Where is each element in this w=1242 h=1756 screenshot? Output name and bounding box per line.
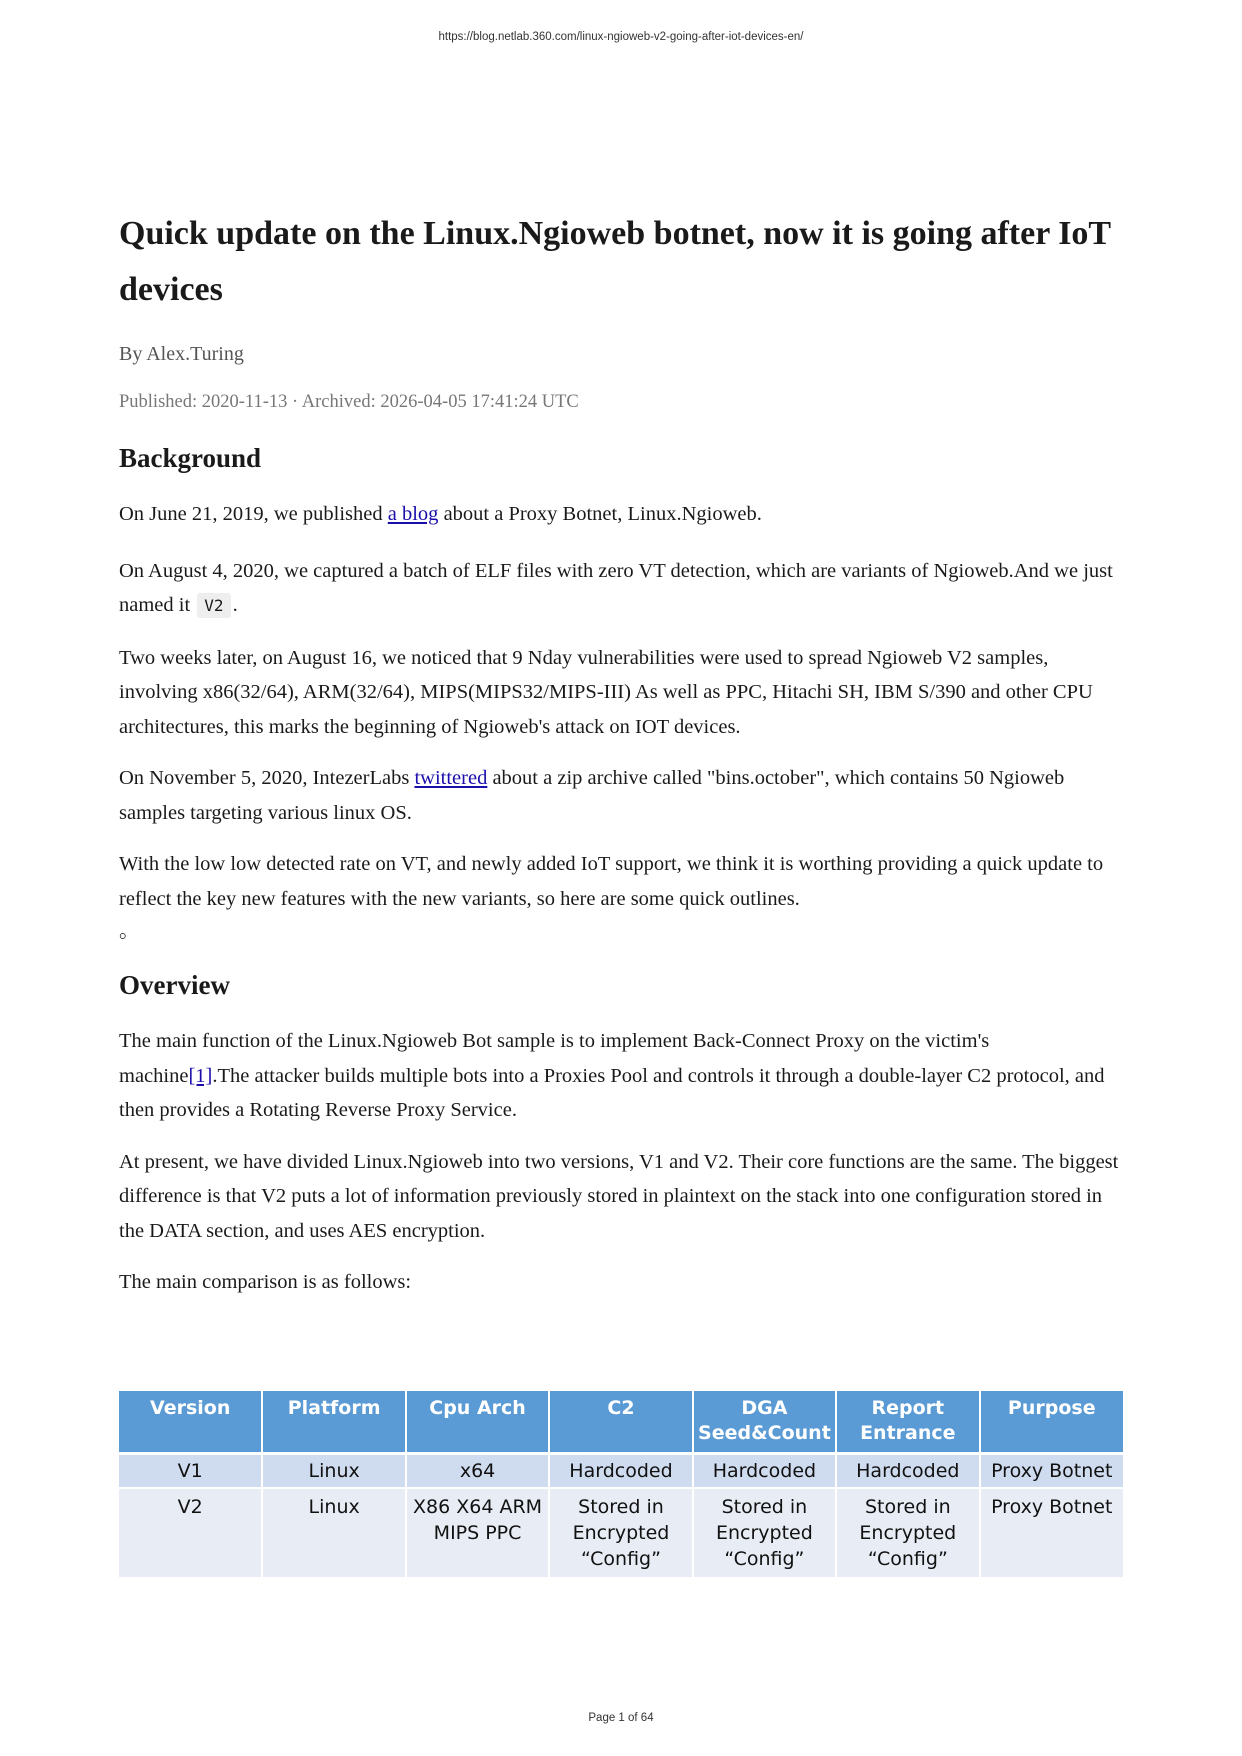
comparison-table (119, 1391, 1123, 1577)
byline: By Alex.Turing (119, 343, 244, 365)
table-cell: Hardcoded (836, 1454, 979, 1489)
v2-code: V2 (197, 593, 230, 618)
paragraph-2 (119, 554, 1123, 624)
table-row (119, 1454, 1123, 1489)
table-cell: Stored in Encrypted “Config” (549, 1488, 692, 1577)
table-header-cell: Cpu Arch (406, 1391, 549, 1454)
paragraph-7: At present, we have divided Linux.Ngioweb into two versions, V1 and V2. Their core functions are the same. The biggest difference is that V2 puts a lot of information previously stored in plaintext on the stack into one configuration stored in the DATA section, and uses AES encryption. (119, 1150, 1119, 1242)
p6-text: The main function of the Linux.Ngioweb Bot sample is to implement Back-Connect Proxy on the victim's machine (119, 1030, 990, 1087)
p1-text: On June 21, 2019, we published (119, 503, 388, 525)
table-cell: V2 (119, 1488, 262, 1577)
background-heading: Background (119, 443, 262, 473)
p2-text-end: . (232, 594, 238, 616)
table-header-cell: C2 (549, 1391, 692, 1454)
table-cell: Proxy Botnet (980, 1488, 1123, 1577)
table-header-cell: Version (119, 1391, 262, 1454)
table-cell: Proxy Botnet (980, 1454, 1123, 1489)
table-cell: x64 (406, 1454, 549, 1489)
blog-link[interactable]: a blog (387, 503, 439, 525)
source-url: https://blog.netlab.360.com/linux-ngioweb-v2-going-after-iot-devices-en/ (438, 31, 804, 43)
table-header-cell: Purpose (980, 1391, 1123, 1454)
reference-1-link[interactable]: [1] (188, 1064, 213, 1087)
p2-text: On August 4, 2020, we captured a batch of ELF files with zero VT detection, which are variants of Ngioweb.And we just named it (119, 559, 1113, 616)
table-header-cell: DGA Seed&Count (693, 1391, 836, 1454)
table-cell: Hardcoded (693, 1454, 836, 1489)
paragraph-5: With the low low detected rate on VT, and newly added IoT support, we think it is worthing providing a quick update to reflect the key new features with the new variants, so here are some quick outlines. (119, 853, 1104, 910)
p4-text: On November 5, 2020, IntezerLabs (119, 767, 415, 789)
table-row (119, 1488, 1123, 1577)
p1-text-end: about a Proxy Botnet, Linux.Ngioweb. (438, 503, 762, 525)
table-cell: Stored in Encrypted “Config” (693, 1488, 836, 1577)
table-cell: V1 (119, 1454, 262, 1489)
page-number: Page 1 of 64 (588, 1712, 654, 1724)
paragraph-8: The main comparison is as follows: (119, 1271, 412, 1293)
paragraph-5-mark: 。 (119, 920, 140, 942)
p6-text-end: .The attacker builds multiple bots into a Proxies Pool and controls it through a double-layer C2 protocol, and then provides a Rotating Reverse Proxy Service. (119, 1064, 1105, 1121)
table-cell: X86 X64 ARM MIPS PPC (406, 1488, 549, 1577)
paragraph-4 (119, 761, 1123, 830)
paragraph-1 (119, 497, 1123, 532)
table-cell: Linux (262, 1454, 405, 1489)
overview-heading: Overview (119, 970, 230, 1000)
article (119, 206, 1123, 1300)
table-cell: Stored in Encrypted “Config” (836, 1488, 979, 1577)
table-cell: Hardcoded (549, 1454, 692, 1489)
twittered-link[interactable]: twittered (414, 767, 488, 789)
paragraph-3: Two weeks later, on August 16, we noticed that 9 Nday vulnerabilities were used to spread Ngioweb V2 samples, involving x86(32/64), ARM(32/64), MIPS(MIPS32/MIPS-III) As well as PPC, Hitachi SH, IBM S/390 and other CPU architectures, this marks the beginning of Ngioweb's attack on IOT devices. (119, 646, 1093, 738)
paragraph-6 (119, 1024, 1123, 1128)
table-cell: Linux (262, 1488, 405, 1577)
comparison-table-wrap (119, 1391, 1123, 1577)
table-header-cell: Platform (262, 1391, 405, 1454)
table-header-cell: Report Entrance (836, 1391, 979, 1454)
publish-meta: Published: 2020-11-13 · Archived: 2026-04-05 17:41:24 UTC (119, 392, 579, 412)
table-header-row (119, 1391, 1123, 1454)
article-title: Quick update on the Linux.Ngioweb botnet, now it is going after IoT devices (119, 215, 1111, 308)
p4-text-end: about a zip archive called "bins.october", which contains 50 Ngioweb samples targeting various linux OS. (119, 767, 1065, 824)
